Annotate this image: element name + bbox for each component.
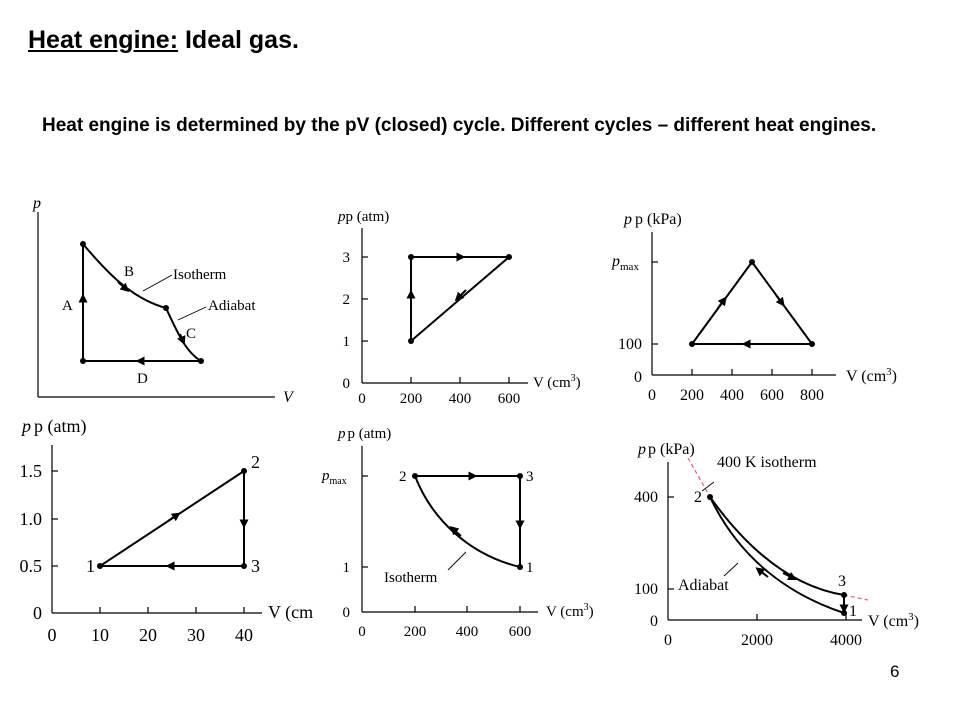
state-point bbox=[517, 564, 523, 570]
pmax-p: p bbox=[322, 468, 330, 484]
pmax-label bbox=[611, 253, 639, 273]
y-tick-label: 100 bbox=[618, 336, 642, 353]
state-point bbox=[80, 241, 86, 247]
point-label-1: 1 bbox=[526, 560, 534, 576]
pmax-sub: max bbox=[329, 476, 347, 487]
isotherm-extension bbox=[844, 595, 868, 600]
x-tick-label: 0 bbox=[664, 632, 672, 649]
y-tick-label: 3 bbox=[342, 250, 350, 266]
x-axis-text: V (cm bbox=[846, 368, 887, 385]
x-tick-label: 200 bbox=[399, 391, 423, 407]
y-tick-label: 0 bbox=[634, 369, 642, 386]
y-axis-unit: p (kPa) bbox=[648, 441, 695, 458]
y-tick-label: 0.5 bbox=[19, 556, 42, 576]
y-axis-label: p p (atm) bbox=[338, 426, 392, 442]
superscript: 3 bbox=[583, 602, 589, 613]
diagram-isotherm-cycle bbox=[321, 426, 594, 640]
state-point bbox=[749, 259, 755, 265]
cycle-path bbox=[411, 257, 509, 341]
state-point bbox=[241, 468, 247, 474]
state-point bbox=[163, 305, 169, 311]
state-point bbox=[506, 254, 512, 260]
close-paren: ) bbox=[588, 604, 594, 620]
x-axis-label bbox=[533, 373, 581, 391]
x-axis-label bbox=[846, 366, 897, 385]
superscript: 3 bbox=[570, 373, 576, 384]
state-point bbox=[198, 358, 204, 364]
diagram-isotherm-adiabat-kpa bbox=[634, 441, 919, 649]
x-tick-label: 0 bbox=[358, 624, 366, 640]
x-axis-label bbox=[268, 602, 313, 623]
x-tick-label: 4000 bbox=[830, 632, 862, 649]
x-tick-label: 400 bbox=[448, 391, 472, 407]
y-tick-label: 1.5 bbox=[19, 461, 42, 481]
leader-line bbox=[724, 563, 738, 576]
leader-line bbox=[178, 307, 206, 320]
pmax-p: p bbox=[612, 253, 620, 270]
state-point bbox=[80, 358, 86, 364]
x-tick-label: 600 bbox=[760, 387, 784, 404]
point-label-2: 2 bbox=[694, 489, 702, 506]
superscript: 3 bbox=[886, 366, 892, 378]
y-axis-label: p bbox=[33, 195, 41, 212]
x-tick-label: 200 bbox=[680, 387, 704, 404]
pmax-label bbox=[321, 468, 347, 487]
point-label-1: 1 bbox=[849, 603, 857, 620]
x-axis-text: V (cm bbox=[868, 613, 909, 630]
label-isotherm: Isotherm bbox=[384, 570, 438, 586]
state-point bbox=[707, 494, 713, 500]
x-tick-label: 400 bbox=[455, 624, 479, 640]
state-point bbox=[412, 473, 418, 479]
y-axis-label: p p (kPa) bbox=[638, 441, 695, 458]
state-point bbox=[408, 338, 414, 344]
arrow bbox=[718, 300, 724, 308]
leader-line bbox=[448, 552, 466, 570]
state-point bbox=[689, 341, 695, 347]
x-axis-label bbox=[868, 611, 919, 630]
point-label-2: 2 bbox=[399, 469, 407, 485]
x-axis-text: V (cm bbox=[546, 604, 584, 620]
pmax-sub: max bbox=[620, 261, 639, 273]
x-tick-label: 200 bbox=[403, 624, 427, 640]
y-tick-label: 2 bbox=[342, 292, 350, 308]
point-label-2: 2 bbox=[251, 452, 260, 472]
x-axis-label: V bbox=[283, 389, 293, 406]
state-point bbox=[241, 563, 247, 569]
close-paren: ) bbox=[913, 613, 919, 630]
x-tick-label: 0 bbox=[648, 387, 656, 404]
y-tick-label: 100 bbox=[634, 581, 658, 598]
x-tick-label: 10 bbox=[91, 625, 109, 645]
x-tick-label: 0 bbox=[358, 391, 366, 407]
y-axis-label: pp (atm) bbox=[338, 209, 390, 225]
y-axis-unit: p (atm) bbox=[345, 209, 390, 225]
label-adiabat: Adiabat bbox=[678, 577, 729, 594]
state-point bbox=[517, 473, 523, 479]
x-axis-label bbox=[546, 602, 594, 620]
y-tick-label: 0 bbox=[342, 605, 350, 621]
x-tick-label: 400 bbox=[720, 387, 744, 404]
state-point bbox=[408, 254, 414, 260]
cycle-path bbox=[692, 262, 812, 344]
leader-line bbox=[143, 275, 172, 291]
x-tick-label: 800 bbox=[800, 387, 824, 404]
adiabat-curve bbox=[710, 497, 844, 613]
diagram-triangle-kpa bbox=[611, 211, 897, 404]
y-axis-unit: p (atm) bbox=[347, 426, 392, 442]
label-400k-isotherm: 400 K isotherm bbox=[717, 454, 817, 471]
diagram-cycle-123-atm bbox=[20, 416, 314, 645]
x-tick-label: 0 bbox=[47, 625, 57, 645]
state-point bbox=[841, 592, 847, 598]
y-tick-label: 1.0 bbox=[19, 509, 42, 529]
point-label-1: 1 bbox=[86, 556, 95, 576]
y-tick-label: 0 bbox=[342, 376, 350, 392]
superscript: 3 bbox=[908, 611, 914, 623]
state-point bbox=[841, 610, 847, 616]
close-paren: ) bbox=[891, 368, 897, 385]
point-label-3: 3 bbox=[838, 573, 846, 590]
y-tick-label: 1 bbox=[342, 334, 350, 350]
x-tick-label: 20 bbox=[139, 625, 157, 645]
state-point bbox=[97, 563, 103, 569]
label-isotherm: Isotherm bbox=[173, 267, 227, 283]
y-tick-label: 0 bbox=[650, 613, 658, 630]
y-tick-label: 0 bbox=[33, 603, 42, 623]
label-b: B bbox=[124, 264, 135, 280]
y-tick-label: 1 bbox=[342, 560, 350, 576]
label-adiabat: Adiabat bbox=[208, 298, 256, 314]
x-tick-label: 30 bbox=[187, 625, 205, 645]
x-tick-label: 40 bbox=[235, 625, 253, 645]
y-axis-unit: p (atm) bbox=[34, 416, 87, 436]
y-axis-unit: p (kPa) bbox=[635, 211, 682, 228]
label-c: C bbox=[186, 326, 197, 342]
y-axis-label: p p (kPa) bbox=[624, 211, 682, 228]
intro-text: Heat engine is determined by the pV (closed) cycle. Different cycles – different heat engines. bbox=[42, 115, 877, 136]
diagram-generic-cycle bbox=[32, 195, 295, 406]
x-tick-label: 600 bbox=[497, 391, 521, 407]
arrow bbox=[776, 295, 782, 303]
point-label-3: 3 bbox=[526, 469, 534, 485]
label-a: A bbox=[62, 298, 73, 314]
isotherm-curve bbox=[710, 497, 844, 595]
x-tick-label: 600 bbox=[508, 624, 532, 640]
page-number: 6 bbox=[890, 662, 900, 681]
title-ideal-gas: Ideal gas. bbox=[178, 26, 299, 54]
isotherm-curve bbox=[415, 476, 520, 567]
diagram-triangle-atm bbox=[337, 209, 581, 407]
leader-line bbox=[702, 482, 714, 491]
close-paren: ) bbox=[575, 375, 581, 391]
state-point bbox=[809, 341, 815, 347]
point-label-3: 3 bbox=[251, 556, 260, 576]
y-axis-label: p p (atm) bbox=[22, 416, 87, 436]
arrow bbox=[180, 334, 183, 341]
x-axis-text: V (cm bbox=[533, 375, 571, 391]
label-d: D bbox=[137, 371, 148, 387]
x-tick-label: 2000 bbox=[741, 632, 773, 649]
arrow bbox=[168, 515, 177, 521]
x-axis-text: V (cm bbox=[268, 602, 314, 622]
y-tick-label: 400 bbox=[634, 489, 658, 506]
title-heat-engine: Heat engine: bbox=[28, 26, 179, 54]
